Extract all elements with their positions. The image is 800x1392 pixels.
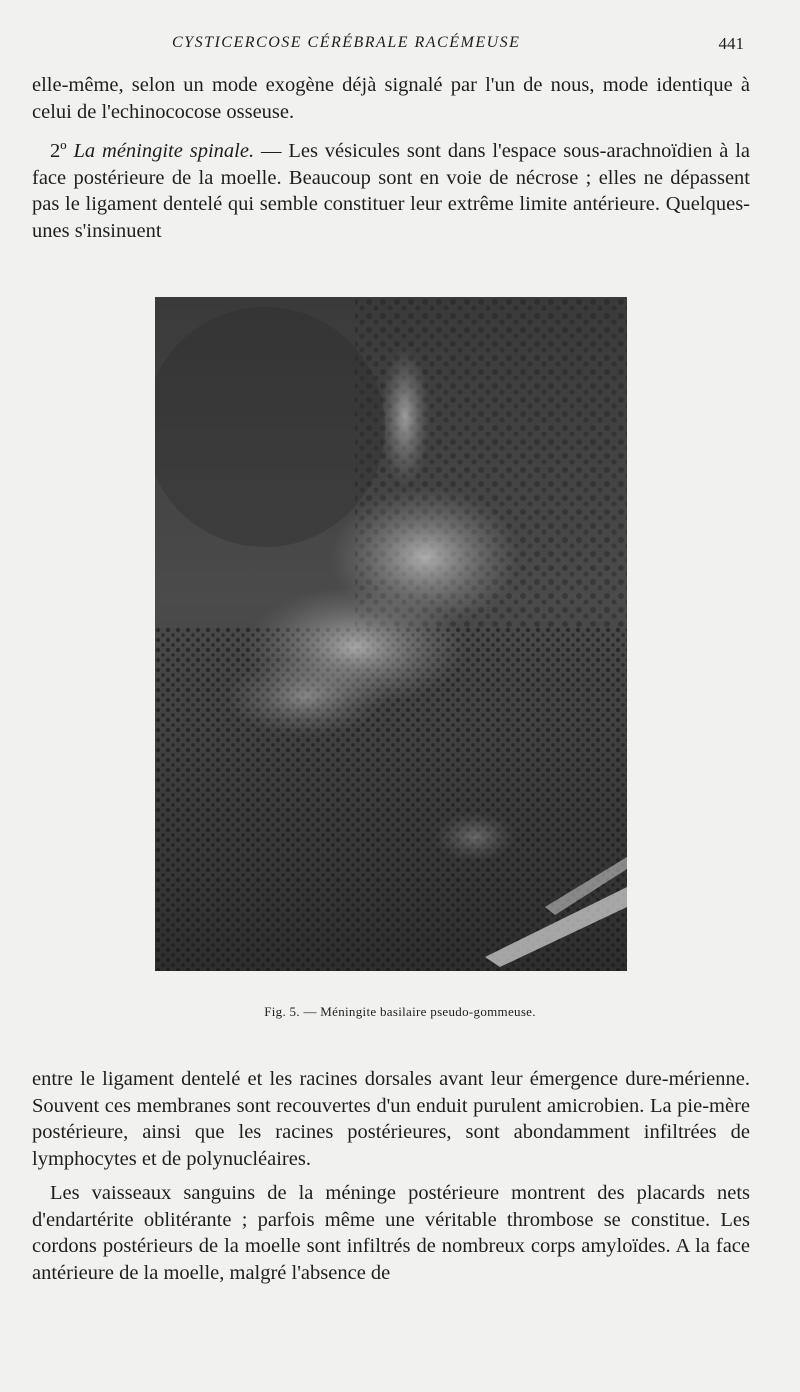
paragraph-meningite-spinale: [32, 138, 750, 244]
histology-micrograph: [155, 297, 627, 971]
paragraph-racines: entre le ligament dentelé et les racines dorsales avant leur émergence dure-mérienne. Souvent ces membranes sont recouvertes d'un enduit purulent amicrobien. La pie-mère postérieure, ainsi que les racines postérieures, sont abondamment infiltrées de lymphocytes et de polynucléaires.: [32, 1068, 750, 1170]
section-heading: La méningite spinale.: [73, 140, 255, 162]
figure-caption: Fig. 5. — Méningite basilaire pseudo-gommeuse.: [264, 1004, 536, 1019]
bottom-text-block: [32, 1066, 750, 1286]
paragraph-vaisseaux: Les vaisseaux sanguins de la méninge postérieure montrent des placards nets d'endartérite oblitérante ; parfois même une véritable thrombose se constitue. Les cordons postérieurs de la moelle sont infiltrés de nombreux corps amyloïdes. A la face antérieure de la moelle, malgré l'absence de: [32, 1182, 750, 1284]
section-number: 2º: [50, 140, 74, 162]
page-number: 441: [718, 34, 744, 53]
paragraph-body: — Les vésicules sont dans l'espace sous-arachnoïdien à la face postérieure de la moelle. Beaucoup sont en voie de nécrose ; elles ne dépassent pas le ligament dentelé qui semble constituer leur extrême limite antérieure. Quelques-unes s'insinuent: [32, 140, 750, 242]
top-text-block: [32, 72, 750, 244]
running-head: [32, 34, 750, 58]
micrograph-image: [155, 297, 627, 971]
paragraph-continuation: elle-même, selon un mode exogène déjà signalé par l'un de nous, mode identique à celui de l'echinococose osseuse.: [32, 74, 750, 123]
running-title: CYSTICERCOSE CÉRÉBRALE RACÉMEUSE: [172, 34, 521, 51]
